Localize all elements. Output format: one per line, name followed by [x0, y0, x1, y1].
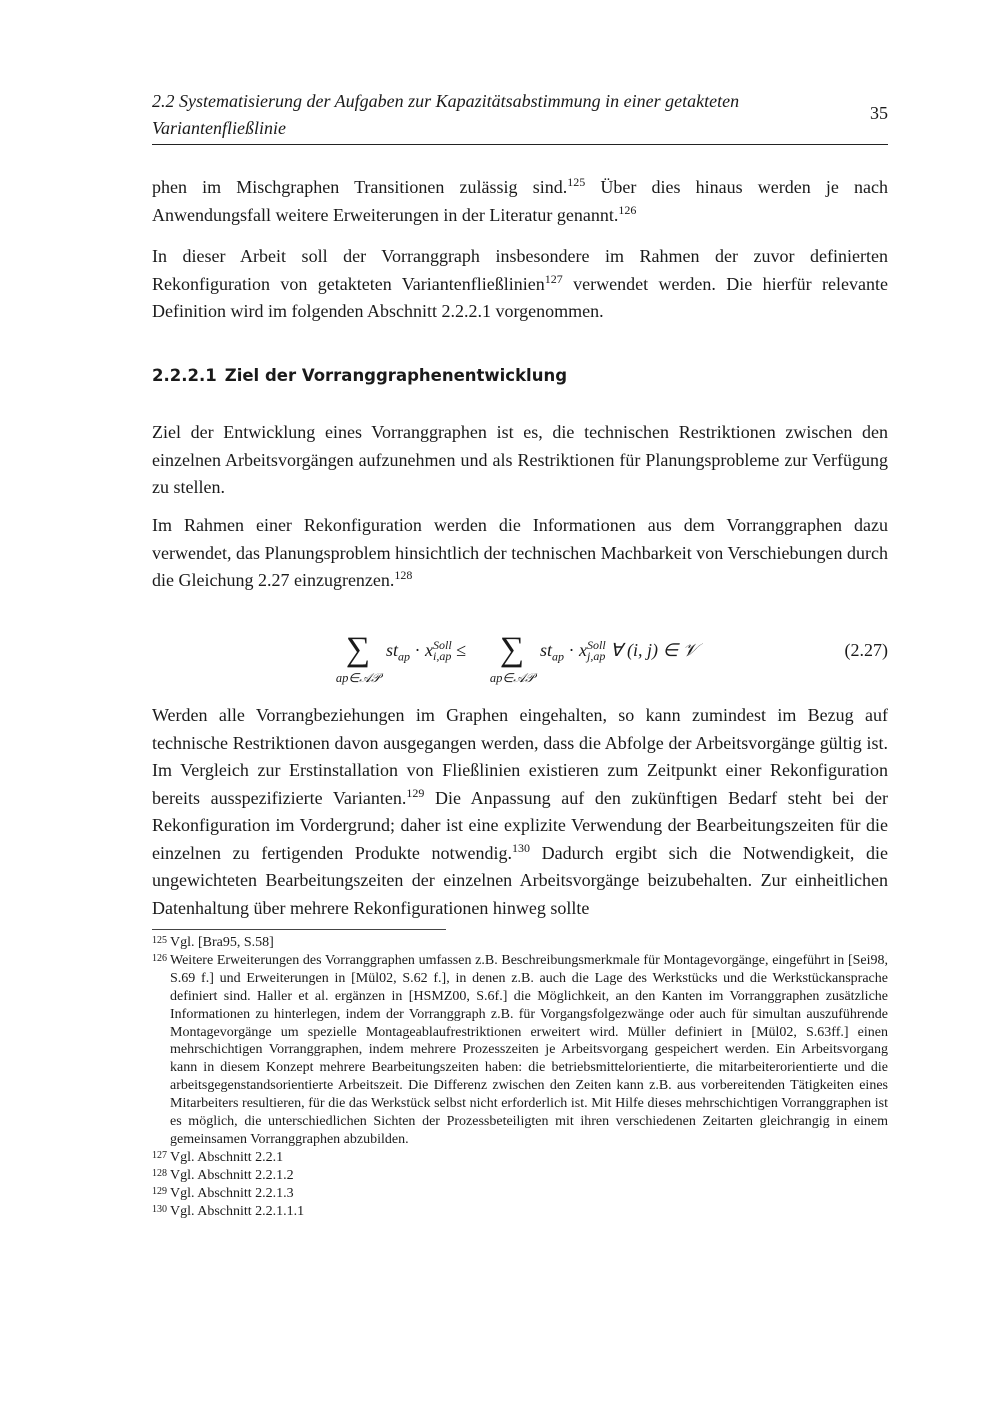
footnote-ref-130[interactable]: 130	[512, 840, 530, 855]
quantifier: ∀ (i, j) ∈ 𝒱	[610, 640, 698, 660]
footnote-ref-126[interactable]: 126	[618, 202, 637, 217]
footnotes	[152, 934, 888, 1221]
term-right	[540, 640, 698, 665]
footnote-129	[152, 1185, 888, 1203]
paragraph-1-text-b: Über dies hinaus werden je nach Anwendungsfall weitere Erweiterungen in der Literatur genannt.	[152, 177, 888, 225]
x-right-sub: j,ap	[587, 649, 606, 663]
footnote-number: 126	[152, 952, 167, 964]
term-left	[386, 640, 466, 665]
paragraph-2-text-a: In dieser Arbeit soll der Vorranggraph insbesondere im Rahmen der zuvor definierten Rekonfiguration von getakteten Variantenfließlinien	[152, 246, 888, 294]
footnote-number: 129	[152, 1185, 167, 1197]
paragraph-4-text: Im Rahmen einer Rekonfiguration werden die Informationen aus dem Vorranggraphen dazu verwendet, das Planungsproblem hinsichtlich der technischen Machbarkeit von Verschiebungen durch die Gleichung 2.27 einzugrenzen.	[152, 515, 888, 590]
x-left-sup: Soll	[433, 638, 452, 652]
paragraph-3-text: Ziel der Entwicklung eines Vorranggraphen ist es, die technischen Restriktionen zwischen den einzelnen Arbeitsvorgängen aufzunehmen und als Restriktionen für Planungsprobleme zur Verfügung zu stellen.	[152, 422, 888, 497]
paragraph-4	[152, 512, 888, 595]
st-right-sub: ap	[552, 649, 565, 664]
paragraph-5-text-b: Die Anpassung auf den zukünftigen Bedarf steht bei der Rekonfiguration im Vordergrund; daher ist eine explizite Verwendung der Bearbeitungszeiten für die einzelnen zu fertigenden Produkte notwendig.	[152, 787, 888, 863]
paragraph-5	[152, 702, 888, 922]
footnote-number: 128	[152, 1167, 167, 1179]
paragraph-5-text-a: Werden alle Vorrangbeziehungen im Graphen eingehalten, so kann zumindest im Bezug auf technische Restriktionen davon ausgegangen werden, dass die Abfolge der Arbeitsvorgänge gültig ist. Im Vergleich zur Erstinstallation von Fließlinien existieren zum Zeitpunkt einer Rekonfiguration bereits ausspezifizierte Varianten.	[152, 705, 888, 808]
section-title: Ziel der Vorranggraphenentwicklung	[224, 366, 568, 385]
footnote-ref-125[interactable]: 125	[567, 175, 586, 189]
paragraph-3	[152, 419, 888, 502]
footnote-130	[152, 1203, 888, 1221]
running-header	[152, 88, 888, 145]
x-left-scripts	[433, 640, 452, 662]
sum-left	[330, 632, 386, 686]
st-right: st	[540, 640, 553, 660]
x-right: x	[579, 640, 588, 660]
footnote-126	[152, 952, 888, 1149]
footnote-ref-127[interactable]: 127	[544, 271, 563, 286]
sigma-symbol-right: ∑	[499, 631, 525, 668]
footnote-text: Vgl. Abschnitt 2.2.1.3	[170, 1185, 294, 1201]
footnote-125	[152, 934, 888, 952]
footnote-ref-128[interactable]: 128	[394, 568, 413, 582]
sigma-symbol-left: ∑	[345, 631, 371, 668]
footnote-number: 125	[152, 935, 167, 946]
running-header-title: 2.2 Systematisierung der Aufgaben zur Kapazitätsabstimmung in einer getakteten Variantenfließlinie	[152, 91, 740, 138]
footnote-separator	[152, 929, 446, 930]
footnote-text: Weitere Erweiterungen des Vorranggraphen umfassen z.B. Beschreibungsmerkmale für Montagevorgänge, eingeführt in [Sei98, S.69 f.] und Erweiterungen in [Mül02, S.62 f.], in denen z.B. auch die Lage des Werkstücks und die Werkstückansprache definiert sind. Haller et al. ergänzen in [HSMZ00, S.6f.] die Möglichkeit, an den Kanten im Vorranggraphen zusätzliche Informationen zu hinterlegen, indem der Vorranggraph z.B. für Vorgangsfolgezwänge oder auch für simultan auszuführende Montagevorgänge um spezielle Montageablaufrestriktionen erweitert wird. Müller definiert in [Mül02, S.63ff.] einen mehrschichtigen Vorranggraphen, indem mehrere Prozesszeiten je Arbeitsvorgang gespeichert werden. Ein Arbeitsvorgang kann in diesem Konzept mehrere Bearbeitungszeiten haben: die betriebsmittelorientierte, die mitarbeiterorientierte und die arbeitsgegenstandsorientierte Arbeitszeit. Die Differenz zwischen den Zeiten kann z.B. aus vorbereitenden Tätigkeiten eines Mitarbeiters resultieren, für die das Werkstück selbst nicht erforderlich ist. Mit Hilfe dieses mehrschichtigen Vorranggraphen ist es möglich, die unterschiedlichen Sichten der Prozessbeteiligten mit ihren verschiedenen Zeitarten gleichrangig in einem gemeinsamen Vorranggraphen abzubilden.	[170, 952, 888, 1147]
paragraph-2	[152, 243, 888, 326]
page-number: 35	[870, 103, 888, 123]
footnote-text: Vgl. [Bra95, S.58]	[170, 935, 274, 950]
relation-leq: ≤	[456, 640, 467, 660]
x-left: x	[425, 640, 434, 660]
st-left: st	[386, 640, 399, 660]
sum-index-right: ap∈𝒜𝒫	[489, 671, 535, 685]
x-right-scripts	[587, 640, 606, 662]
dot-right: ·	[568, 640, 575, 660]
footnote-number: 130	[152, 1203, 167, 1215]
section-number: 2.2.2.1	[152, 366, 217, 385]
x-right-sup: Soll	[587, 638, 606, 652]
x-left-sub: i,ap	[433, 649, 452, 663]
sum-index-left: ap∈𝒜𝒫	[335, 671, 381, 685]
paragraph-1	[152, 174, 888, 229]
paragraph-1-text-a: phen im Mischgraphen Transitionen zulässig sind.	[152, 177, 568, 197]
footnote-text: Vgl. Abschnitt 2.2.1	[170, 1149, 284, 1165]
footnote-128	[152, 1167, 888, 1185]
footnote-number: 127	[152, 1149, 167, 1161]
footnote-127	[152, 1149, 888, 1167]
sum-right	[484, 632, 540, 686]
footnote-text: Vgl. Abschnitt 2.2.1.1.1	[170, 1203, 305, 1219]
section-heading	[152, 366, 888, 385]
footnote-text: Vgl. Abschnitt 2.2.1.2	[170, 1167, 294, 1183]
footnote-ref-129[interactable]: 129	[406, 785, 425, 800]
paragraph-2-text-b: verwendet werden. Die hierfür relevante Definition wird im folgenden Abschnitt 2.2.2.1 vorgenommen.	[152, 273, 888, 321]
equation-2-27	[152, 632, 888, 690]
st-left-sub: ap	[398, 649, 411, 664]
dot-left: ·	[414, 640, 421, 660]
paragraph-5-text-c: Dadurch ergibt sich die Notwendigkeit, die ungewichteten Bearbeitungszeiten der einzelnen Arbeitsvorgänge beizubehalten. Zur einheitlichen Datenhaltung über mehrere Rekonfigurationen hinweg sollte	[152, 842, 888, 918]
equation-number: (2.27)	[844, 640, 888, 660]
